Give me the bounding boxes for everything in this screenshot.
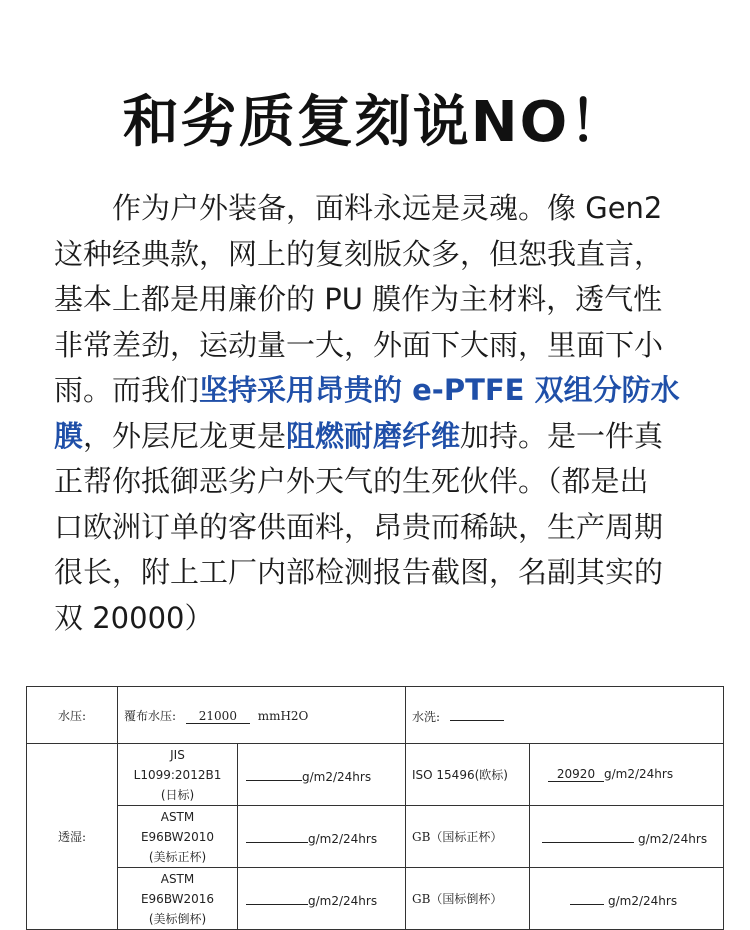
paragraph-text: 基本上都是用廉价的 PU 膜作为主材料，透气性 xyxy=(54,282,663,316)
wash-value-blank xyxy=(450,706,504,721)
value-blank xyxy=(246,828,308,843)
standard-line: E96BW2016 xyxy=(140,891,215,906)
value2-cell xyxy=(530,744,724,806)
value-blank xyxy=(246,766,302,781)
table-row xyxy=(27,868,724,930)
value2-blank xyxy=(542,828,634,843)
wash-label: 水洗: xyxy=(412,709,441,724)
standard-line: (美标倒杯) xyxy=(148,911,207,926)
intro-paragraph xyxy=(54,186,702,641)
standard-line: ASTM xyxy=(160,809,195,824)
paragraph-text: 双 20000） xyxy=(54,600,214,635)
highlighted-text: 膜 xyxy=(54,418,84,453)
water-pressure-label: 水压: xyxy=(27,687,118,744)
standard-line: E96BW2010 xyxy=(140,829,215,844)
page-title: 和劣质复刻说NO！ xyxy=(122,90,628,155)
value-cell xyxy=(238,744,406,806)
standard-line: L1099:2012B1 xyxy=(133,767,222,782)
paragraph-text: 作为户外装备，面料永远是灵魂。像 Gen2 xyxy=(54,191,663,225)
paragraph-text: 雨。而我们 xyxy=(54,373,200,407)
value2-blank: 20920 xyxy=(548,767,604,782)
paragraph-line xyxy=(54,505,702,551)
paragraph-line xyxy=(54,550,702,596)
paragraph-text: 这种经典款，网上的复刻版众多，但恕我直言， xyxy=(54,236,664,271)
value-cell xyxy=(238,806,406,868)
paragraph-text: 非常差劲，运动量一大，外面下大雨，里面下小 xyxy=(54,327,664,362)
test-report-table-wrap xyxy=(26,686,723,930)
paragraph-line xyxy=(54,232,702,278)
fabric-pressure-value: 21000 xyxy=(186,709,250,724)
standard-cell xyxy=(118,868,238,930)
paragraph-text: 很长，附上工厂内部检测报告截图，名副其实的 xyxy=(54,555,664,589)
table-row xyxy=(27,744,724,806)
highlighted-text: 坚持采用昂贵的 e-PTFE 双组分防水 xyxy=(199,373,680,407)
table-row xyxy=(27,806,724,868)
paragraph-line xyxy=(54,277,702,323)
paragraph-line xyxy=(54,459,702,505)
value2-cell xyxy=(530,868,724,930)
unit-label: g/m2/24hrs xyxy=(302,769,372,784)
paragraph-text: ，外层尼龙更是 xyxy=(83,418,287,453)
paragraph-text: 正帮你抵御恶劣户外天气的生死伙伴。（都是出 xyxy=(54,464,649,498)
standard2-cell: GB（国标正杯） xyxy=(406,806,530,868)
value2-blank xyxy=(570,890,604,905)
fabric-pressure-cell xyxy=(118,687,406,744)
water-pressure-row xyxy=(27,687,724,744)
value-blank xyxy=(246,890,308,905)
paragraph-text: 加持。是一件真 xyxy=(460,418,664,453)
fabric-pressure-unit: mmH2O xyxy=(257,708,309,723)
standard-line: (美标正杯) xyxy=(148,849,207,864)
paragraph-line xyxy=(54,368,702,414)
wash-cell xyxy=(406,687,724,744)
standard-line: ASTM xyxy=(160,871,195,886)
paragraph-line xyxy=(54,414,702,460)
highlighted-text: 阻燃耐磨纤维 xyxy=(286,418,461,453)
fabric-pressure-label: 覆布水压: xyxy=(124,708,177,723)
paragraph-line xyxy=(54,186,702,232)
standard-line: (日标) xyxy=(160,787,195,802)
value2-cell xyxy=(530,806,724,868)
unit-label: g/m2/24hrs xyxy=(638,831,708,846)
paragraph-line xyxy=(54,323,702,369)
standard2-cell: ISO 15496(欧标) xyxy=(406,744,530,806)
test-report-table xyxy=(26,686,724,930)
unit-label: g/m2/24hrs xyxy=(308,893,378,908)
paragraph-text: 口欧洲订单的客供面料，昂贵而稀缺，生产周期 xyxy=(54,509,664,544)
unit-label: g/m2/24hrs xyxy=(604,767,674,781)
standard-cell xyxy=(118,806,238,868)
value-cell xyxy=(238,868,406,930)
standard-cell xyxy=(118,744,238,806)
standard2-cell: GB（国标倒杯） xyxy=(406,868,530,930)
breathability-label: 透湿: xyxy=(27,744,118,930)
standard-line: JIS xyxy=(170,747,185,762)
paragraph-line xyxy=(54,596,702,642)
unit-label: g/m2/24hrs xyxy=(308,831,378,846)
unit-label: g/m2/24hrs xyxy=(608,893,678,908)
